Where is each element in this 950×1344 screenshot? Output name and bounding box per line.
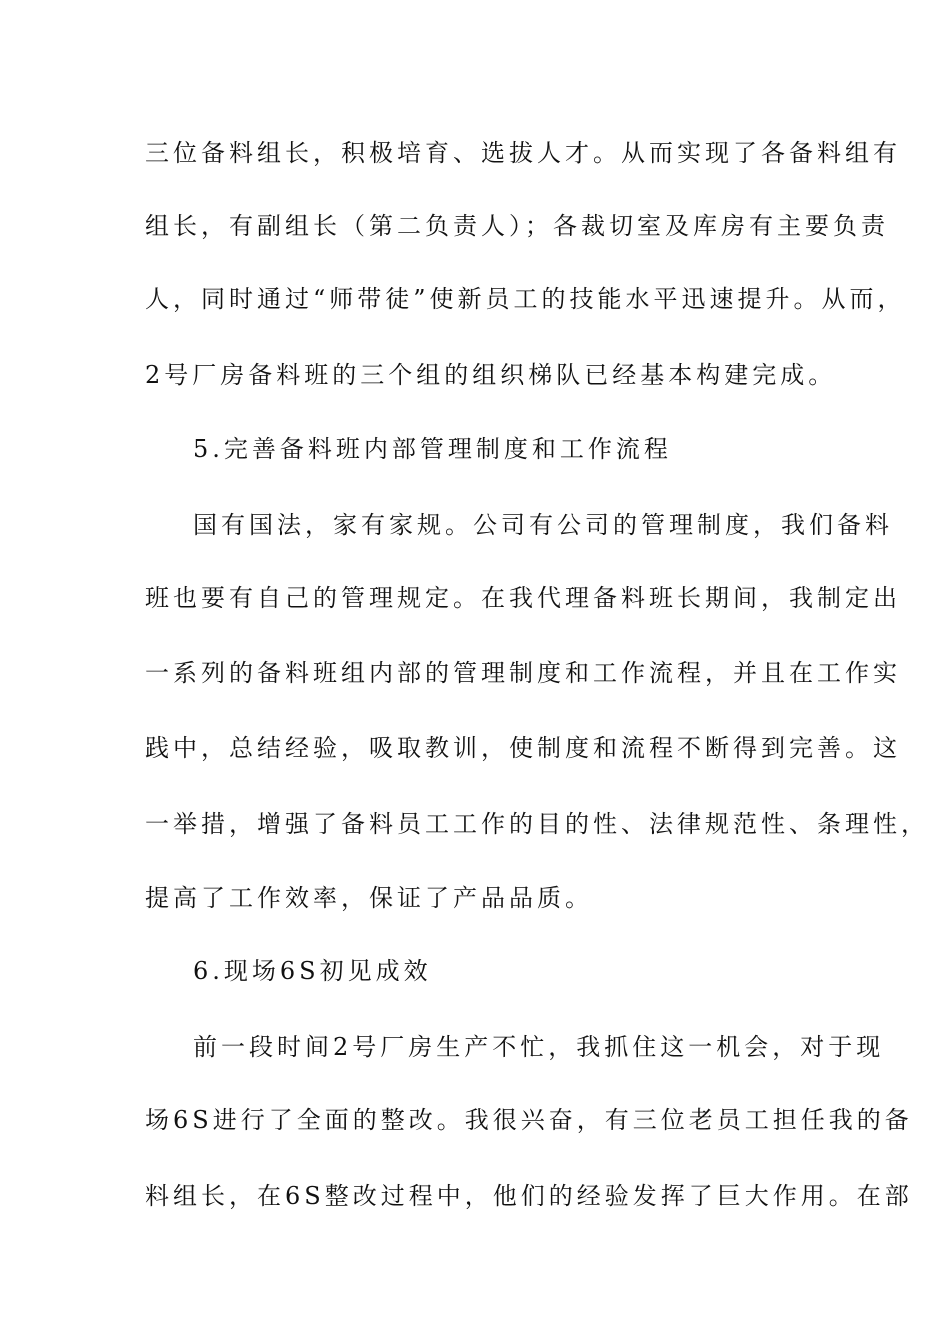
- text-line: 一系列的备料班组内部的管理制度和工作流程，并且在工作实: [145, 659, 901, 687]
- text-line: 2号厂房备料班的三个组的组织梯队已经基本构建完成。: [145, 361, 837, 389]
- text-line: 组长，有副组长（第二负责人）；各裁切室及库房有主要负责: [145, 212, 889, 240]
- text-line: 国有国法，家有家规。公司有公司的管理制度，我们备料: [193, 511, 893, 539]
- text-line: 一举措，增强了备料员工工作的目的性、法律规范性、条理性，: [145, 810, 929, 838]
- text-line: 践中，总结经验，吸取教训，使制度和流程不断得到完善。这: [145, 734, 901, 762]
- text-line: 料组长，在6S整改过程中，他们的经验发挥了巨大作用。在部: [145, 1182, 913, 1210]
- text-line: 场6S进行了全面的整改。我很兴奋，有三位老员工担任我的备: [145, 1106, 913, 1134]
- text-line: 班也要有自己的管理规定。在我代理备料班长期间，我制定出: [145, 584, 901, 612]
- text-line: 前一段时间2号厂房生产不忙，我抓住这一机会，对于现: [193, 1033, 885, 1061]
- text-line: 提高了工作效率，保证了产品品质。: [145, 884, 593, 912]
- section-heading: 6.现场6S初见成效: [193, 957, 432, 985]
- text-line: 人，同时通过“师带徒”使新员工的技能水平迅速提升。从而，: [145, 285, 906, 313]
- section-heading: 5.完善备料班内部管理制度和工作流程: [193, 435, 672, 463]
- text-line: 三位备料组长，积极培育、选拔人才。从而实现了各备料组有: [145, 139, 901, 167]
